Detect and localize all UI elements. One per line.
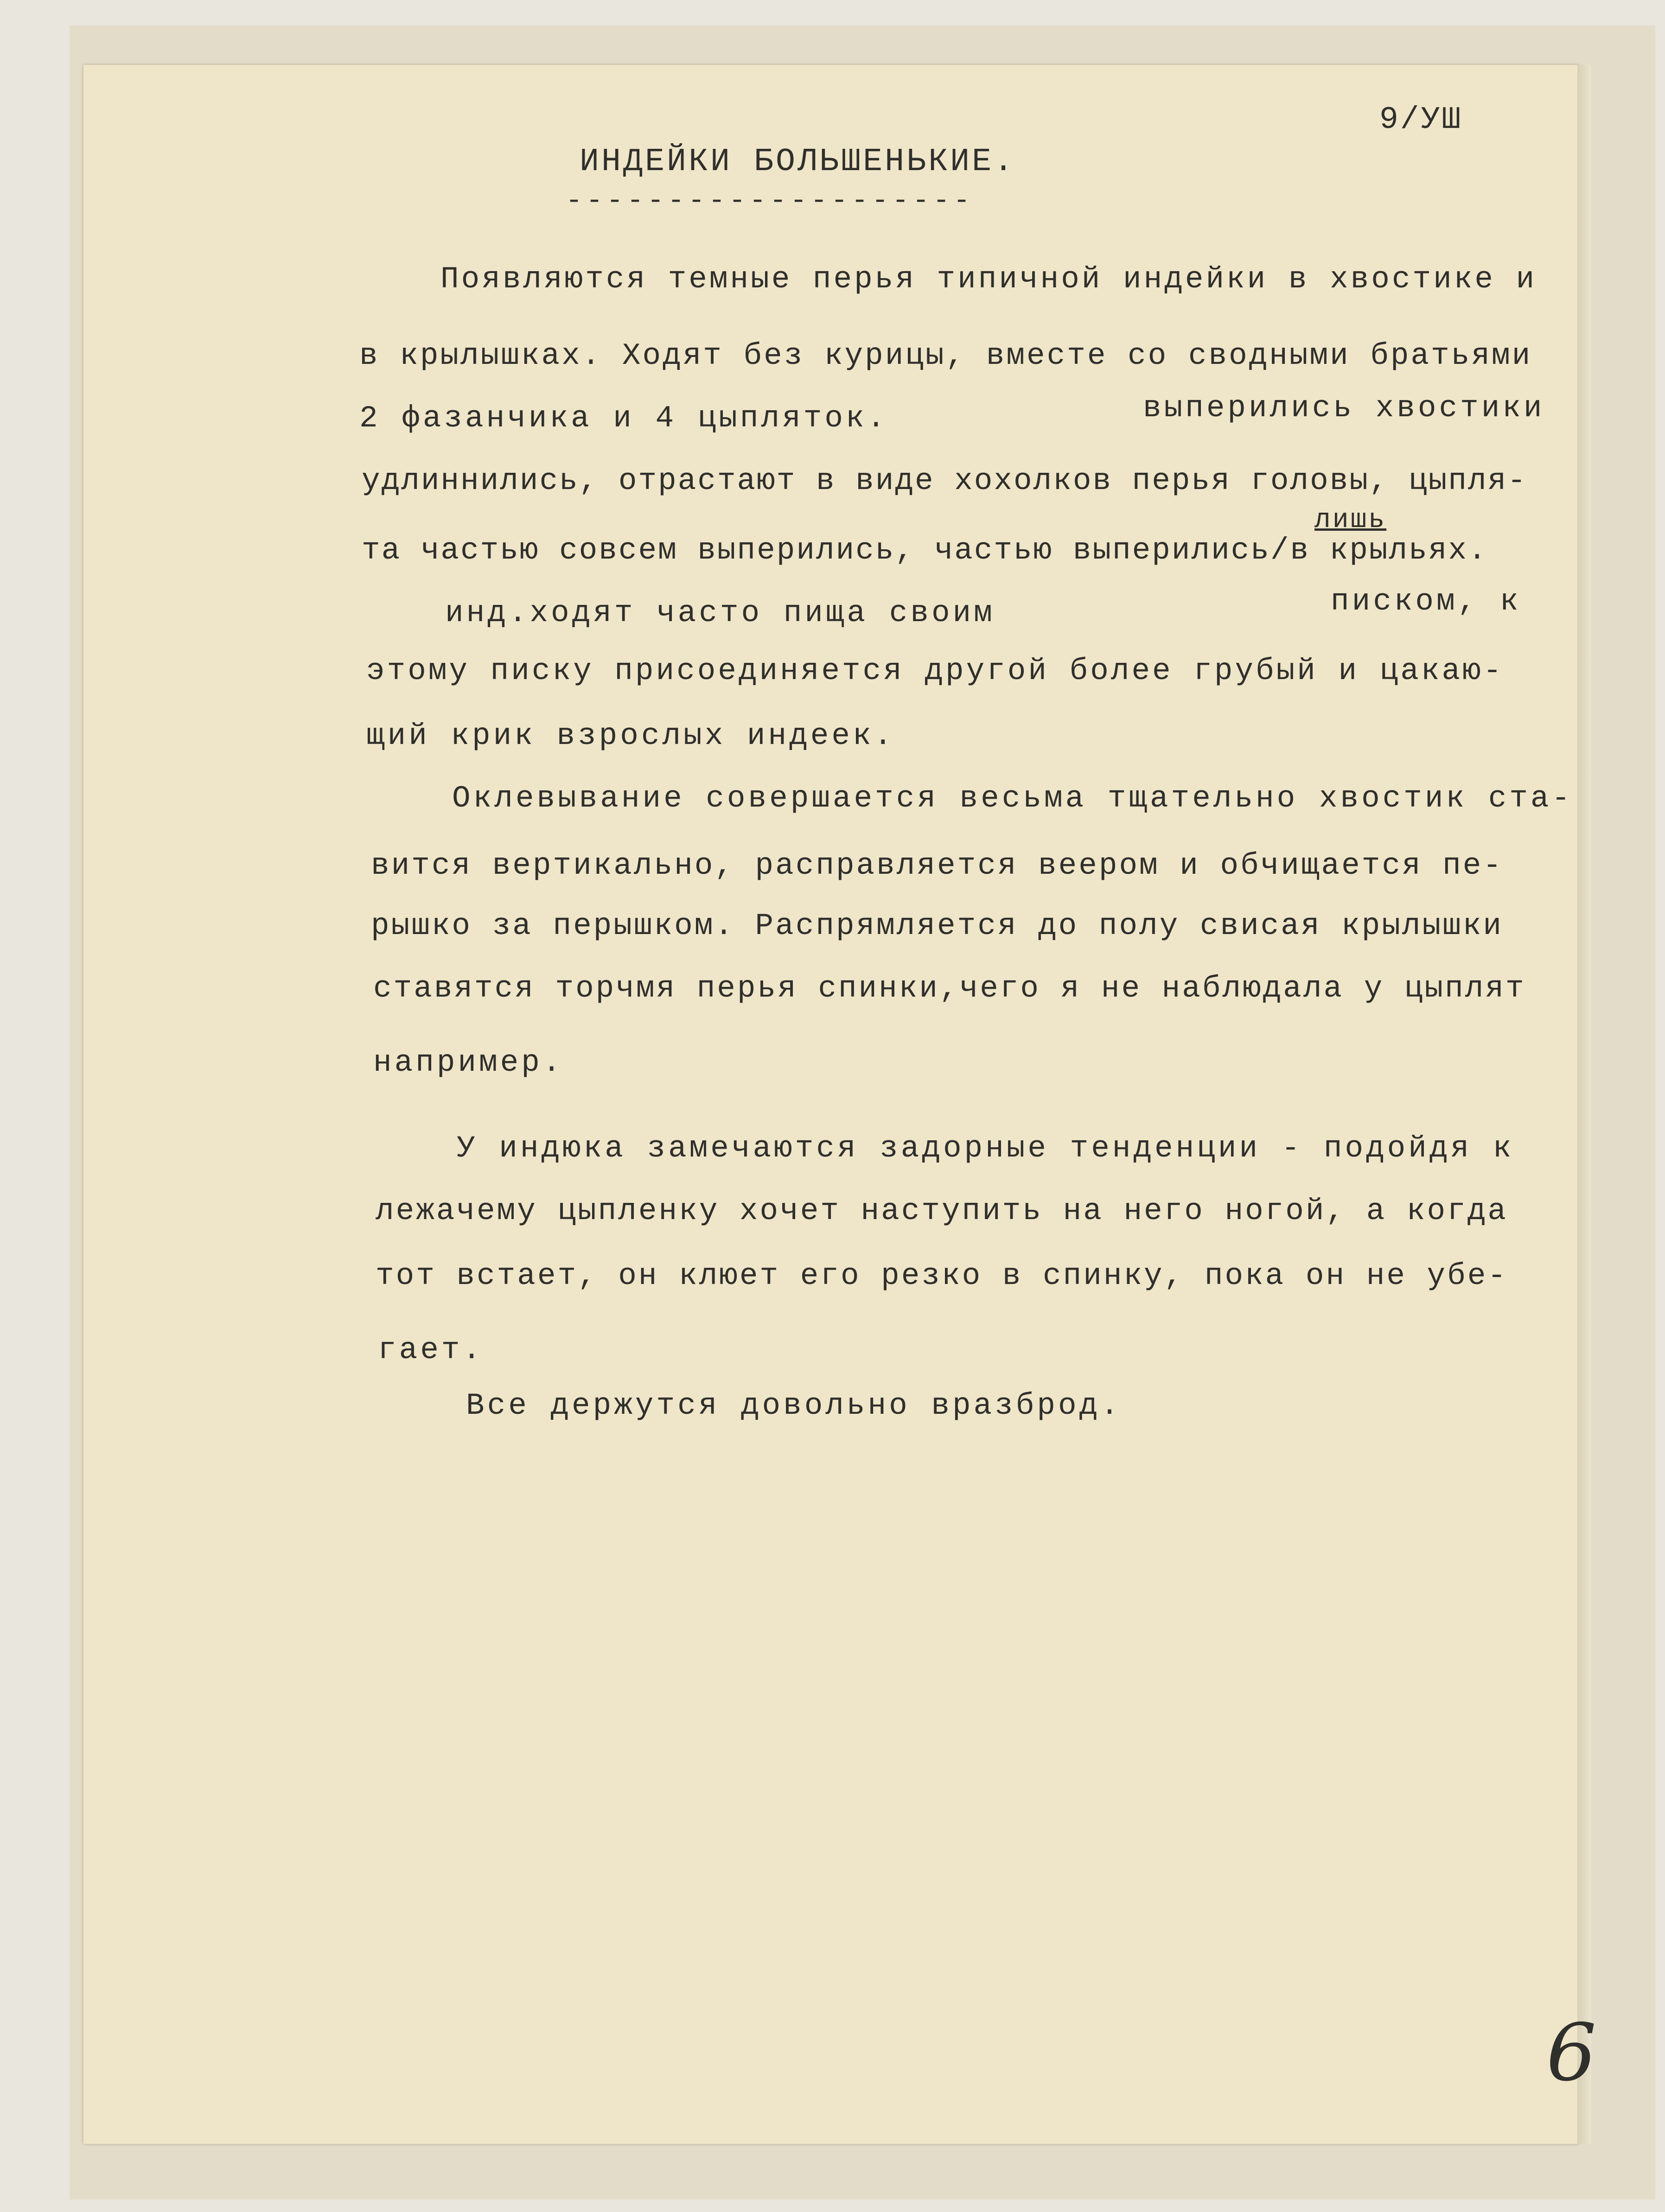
text-line-2: в крылышках. Ходят без курицы, вместе со сводными братьями xyxy=(359,338,1532,373)
text-line-14: У индюка замечаются задорные тенденции - подойдя к xyxy=(457,1131,1514,1166)
interlinear-insert: лишь xyxy=(1314,505,1387,535)
document-title: ИНДЕЙКИ БОЛЬШЕНЬКИЕ. xyxy=(580,144,1016,180)
paper-sheet xyxy=(83,65,1579,2144)
text-line-1: Появляются темные перья типичной индейки в хвостике и xyxy=(440,262,1537,297)
text-line-16: тот встает, он клюет его резко в спинку, пока он не убе- xyxy=(376,1259,1508,1293)
text-line-4: удлиннились, отрастают в виде хохолков перья головы, цыпля- xyxy=(362,464,1527,498)
text-line-18: Все держутся довольно вразброд. xyxy=(466,1388,1122,1423)
text-line-3: 2 фазанчика и 4 цыпляток. xyxy=(359,401,888,436)
text-line-3b: выперились хвостики xyxy=(1143,391,1545,426)
text-line-9: Оклевывание совершается весьма тщательно хвостик ста- xyxy=(452,781,1573,816)
text-line-12: ставятся торчмя перья спинки,чего я не наблюдала у цыплят xyxy=(373,971,1526,1006)
text-line-5: та частью совсем выперились, частью выперились/в крыльях. xyxy=(362,533,1488,568)
title-underline: -------------------- xyxy=(566,185,974,217)
text-line-6: инд.ходят часто пища своим xyxy=(445,596,995,630)
text-line-13: например. xyxy=(373,1045,564,1080)
text-line-11: рышко за перышком. Распрямляется до полу свисая крылышки xyxy=(371,909,1503,943)
text-line-7: этому писку присоединяется другой более грубый и цакаю- xyxy=(366,654,1504,688)
text-line-6b: писком, к xyxy=(1331,584,1521,619)
sheet-edge xyxy=(1577,65,1591,2144)
sheet-number: 6 xyxy=(1546,2007,1597,2099)
text-line-15: лежачему цыпленку хочет наступить на него ногой, а когда xyxy=(376,1194,1508,1228)
text-line-17: гает. xyxy=(378,1333,484,1367)
text-line-10: вится вертикально, расправляется веером и обчищается пе- xyxy=(371,848,1503,883)
text-line-8: щий крик взрослых индеек. xyxy=(366,718,895,753)
page-reference: 9/УШ xyxy=(1379,102,1463,138)
